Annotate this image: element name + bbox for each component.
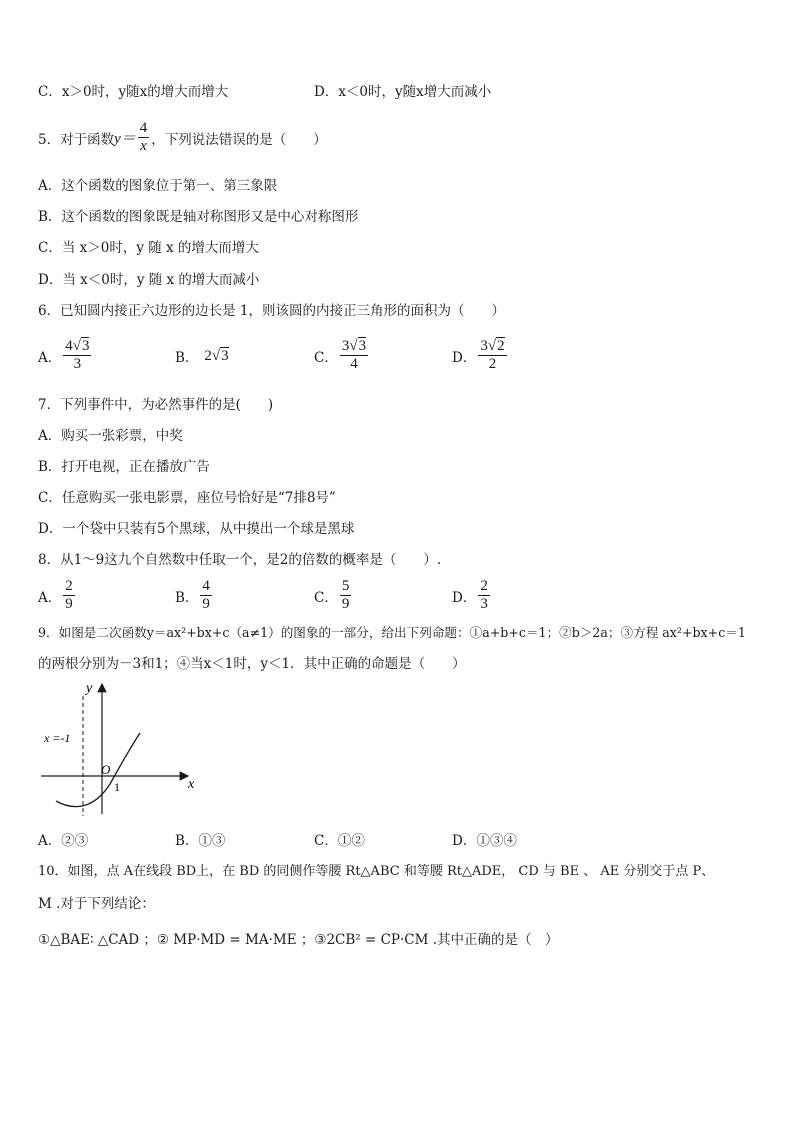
q5-option-d: D．当 x＜0时，y 随 x 的增大而减小: [38, 272, 260, 288]
q6-option-c-fraction: [340, 338, 368, 373]
q10-stem-line2: M .对于下列结论：: [38, 896, 155, 912]
x-axis-label: x: [188, 777, 195, 792]
q8-option-b-fraction: [200, 578, 212, 613]
q9-option-c: C．①②: [314, 833, 365, 849]
q8-c-num: 5: [341, 578, 350, 594]
q5-option-a: A．这个函数的图象位于第一、第三象限: [38, 178, 278, 194]
q4-option-d: D．x＜0时，y随x增大而减小: [314, 84, 492, 100]
q6-option-b-label: B．: [175, 350, 199, 366]
q8-option-d-label: D．: [452, 589, 477, 606]
q10-stem-line3: ①△BAE∶ △CAD ；② MP·MD = MA·ME ；③2CB² = CP·CM .其中正确的是（ ）: [38, 932, 559, 948]
q9-option-b: B．①③: [175, 833, 226, 849]
q6-d-den: 2: [488, 356, 497, 372]
q8-option-c: [314, 578, 353, 613]
q6-a-radicand: 3: [81, 338, 90, 354]
q8-b-den: 9: [202, 596, 210, 612]
q5-suffix: ，下列说法错误的是（ ）: [151, 131, 327, 148]
q6-option-a-fraction: [63, 338, 91, 373]
q5-option-c: C．当 x＞0时，y 随 x 的增大而增大: [38, 240, 259, 256]
q8-option-a-fraction: [63, 578, 75, 613]
q6-option-d-fraction: [478, 338, 506, 373]
q6-a-coef: 4: [65, 338, 73, 354]
q7-option-d: D．一个袋中只装有5个黑球，从中摸出一个球是黑球: [38, 521, 355, 537]
y-axis-label: y: [86, 681, 93, 696]
q7-option-a: A．购买一张彩票，中奖: [38, 428, 183, 444]
tick-label-one: 1: [114, 780, 120, 794]
q4-option-c: C．x＞0时，y随x的增大而增大: [38, 84, 229, 100]
origin-label: O: [101, 762, 111, 777]
q6-c-den: 4: [350, 356, 358, 372]
q8-option-d: [452, 578, 492, 613]
q7-option-b: B．打开电视，正在播放广告: [38, 459, 210, 475]
sqrt-sign-icon: √: [211, 347, 221, 364]
q8-option-a: [38, 578, 77, 613]
q8-stem: 8．从1～9这九个自然数中任取一个，是2的倍数的概率是（ ）.: [38, 552, 442, 568]
symmetry-axis-label: x =-1: [44, 731, 71, 745]
q6-option-b: [175, 346, 229, 366]
q8-option-d-fraction: [478, 578, 490, 613]
q10-stem-line1: 10．如图，点 A在线段 BD上，在 BD 的同侧作等腰 Rt△ABC 和等腰 Rt△ADE， CD 与 BE 、 AE 分别交于点 P、: [38, 864, 715, 879]
q5-fraction: [138, 120, 150, 155]
q6-d-radicand: 2: [497, 338, 505, 354]
sqrt-sign-icon: √: [349, 338, 358, 354]
q6-c-radicand: 3: [358, 338, 367, 354]
q8-c-den: 9: [341, 596, 350, 612]
q8-d-den: 3: [480, 596, 488, 612]
q9-option-d: D．①③④: [452, 833, 517, 849]
q6-d-coef: 3: [480, 338, 488, 354]
q8-option-a-label: A．: [38, 589, 62, 606]
q9-stem-line1: 9．如图是二次函数y＝ax²+bx+c（a≠1）的图象的一部分，给出下列命题：①a+b+c＝1；②b＞2a；③方程 ax²+bx+c＝1: [38, 625, 746, 640]
q5-frac-num: 4: [139, 120, 148, 136]
sqrt-sign-icon: √: [487, 338, 497, 354]
q9-option-a: A．②③: [38, 833, 89, 849]
q8-a-den: 9: [65, 596, 73, 612]
q6-stem: 6．已知圆内接正六边形的边长是 1，则该圆的内接正三角形的面积为（ ）: [38, 303, 505, 319]
q6-option-c: [314, 338, 370, 373]
q9-parabola-graph: [36, 676, 206, 816]
q8-option-b-label: B．: [175, 589, 199, 606]
q8-a-num: 2: [65, 578, 73, 594]
q8-option-c-label: C．: [314, 589, 338, 606]
q6-option-a: [38, 338, 93, 373]
q6-b-coef: 2: [204, 347, 212, 364]
q5-option-b: B．这个函数的图象既是轴对称图形又是中心对称图形: [38, 209, 359, 225]
q7-stem: 7．下列事件中，为必然事件的是( ): [38, 397, 274, 413]
q8-d-num: 2: [480, 578, 488, 594]
q6-option-a-label: A．: [38, 349, 62, 366]
q5-frac-den: x: [140, 138, 147, 154]
sqrt-sign-icon: √: [72, 338, 81, 354]
q5-stem: [38, 120, 327, 155]
q6-option-d: [452, 338, 509, 373]
q5-func-lhs: y＝: [114, 131, 136, 147]
q8-b-num: 4: [202, 578, 210, 594]
q7-option-c: C．任意购买一张电影票，座位号恰好是“7排8号”: [38, 490, 336, 506]
q9-stem-line2: 的两根分别为－3和1；④当x＜1时，y＜1．其中正确的命题是（ ）: [38, 656, 466, 672]
q6-a-den: 3: [73, 356, 82, 372]
q5-prefix: 5．对于函数: [38, 131, 115, 148]
q6-option-d-label: D．: [452, 349, 477, 366]
q6-b-radicand: 3: [221, 347, 229, 364]
q6-option-c-label: C．: [314, 349, 338, 366]
q8-option-c-fraction: [340, 578, 352, 613]
q6-c-coef: 3: [341, 338, 350, 354]
q8-option-b: [175, 578, 214, 613]
